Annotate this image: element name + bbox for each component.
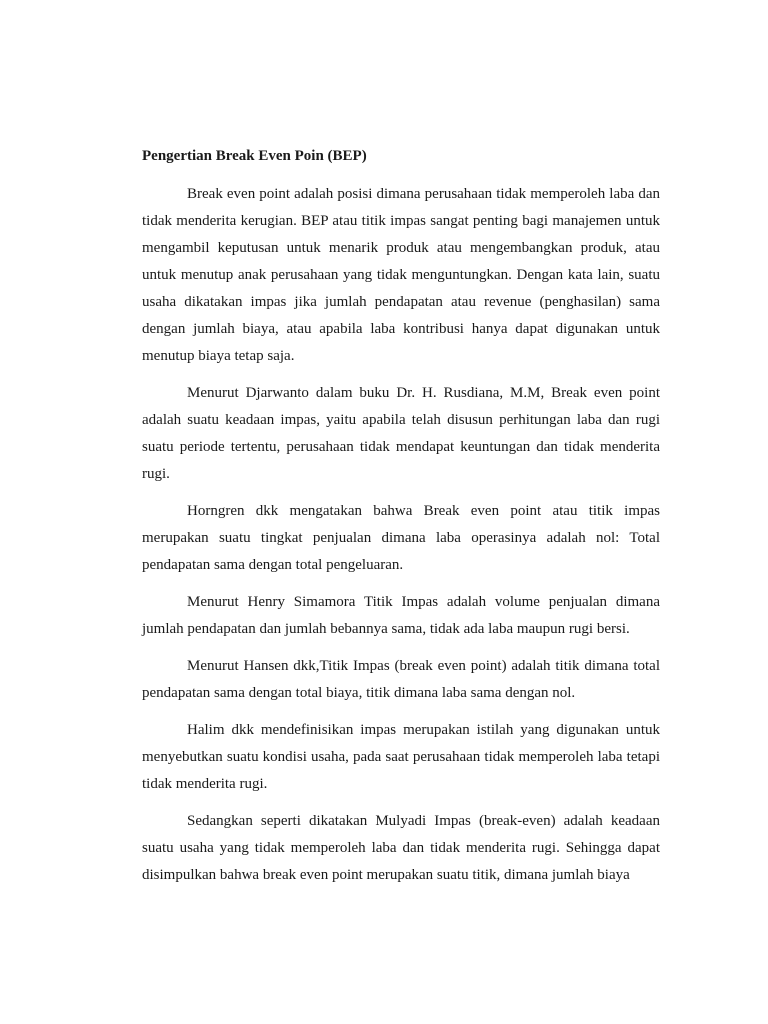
paragraph-halim: Halim dkk mendefinisikan impas merupakan istilah yang digunakan untuk menyebutkan suatu kondisi usaha, pada saat perusahaan tidak memperoleh laba tetapi tidak menderita rugi. [142, 722, 660, 792]
paragraph-djarwanto: Menurut Djarwanto dalam buku Dr. H. Rusdiana, M.M, Break even point adalah suatu keadaan impas, yaitu apabila telah disusun perhitungan laba dan rugi suatu periode tertentu, perusahaan tidak mendapat keuntungan dan tidak menderita rugi. [142, 385, 660, 482]
document-title: Pengertian Break Even Poin (BEP) [142, 148, 367, 164]
paragraph-hansen: Menurut Hansen dkk,Titik Impas (break even point) adalah titik dimana total pendapatan sama dengan total biaya, titik dimana laba sama dengan nol. [142, 658, 660, 701]
paragraph-horngren: Horngren dkk mengatakan bahwa Break even point atau titik impas merupakan suatu tingkat penjualan dimana laba operasinya adalah nol: Total pendapatan sama dengan total pengeluaran. [142, 503, 660, 573]
paragraph-simamora: Menurut Henry Simamora Titik Impas adalah volume penjualan dimana jumlah pendapatan dan jumlah bebannya sama, tidak ada laba maupun rugi bersi. [142, 594, 660, 637]
paragraph-mulyadi: Sedangkan seperti dikatakan Mulyadi Impas (break-even) adalah keadaan suatu usaha yang tidak memperoleh laba dan tidak menderita rugi. Sehingga dapat disimpulkan bahwa break even point merupakan suatu titik, dimana jumlah biaya [142, 813, 660, 883]
document-body [142, 145, 660, 889]
paragraph-definition: Break even point adalah posisi dimana perusahaan tidak memperoleh laba dan tidak menderita kerugian. BEP atau titik impas sangat penting bagi manajemen untuk mengambil keputusan untuk menarik produk atau mengembangkan produk, atau untuk menutup anak perusahaan yang tidak menguntungkan. Dengan kata lain, suatu usaha dikatakan impas jika jumlah pendapatan atau revenue (penghasilan) sama dengan jumlah biaya, atau apabila laba kontribusi hanya dapat digunakan untuk menutup biaya tetap saja. [142, 186, 660, 364]
